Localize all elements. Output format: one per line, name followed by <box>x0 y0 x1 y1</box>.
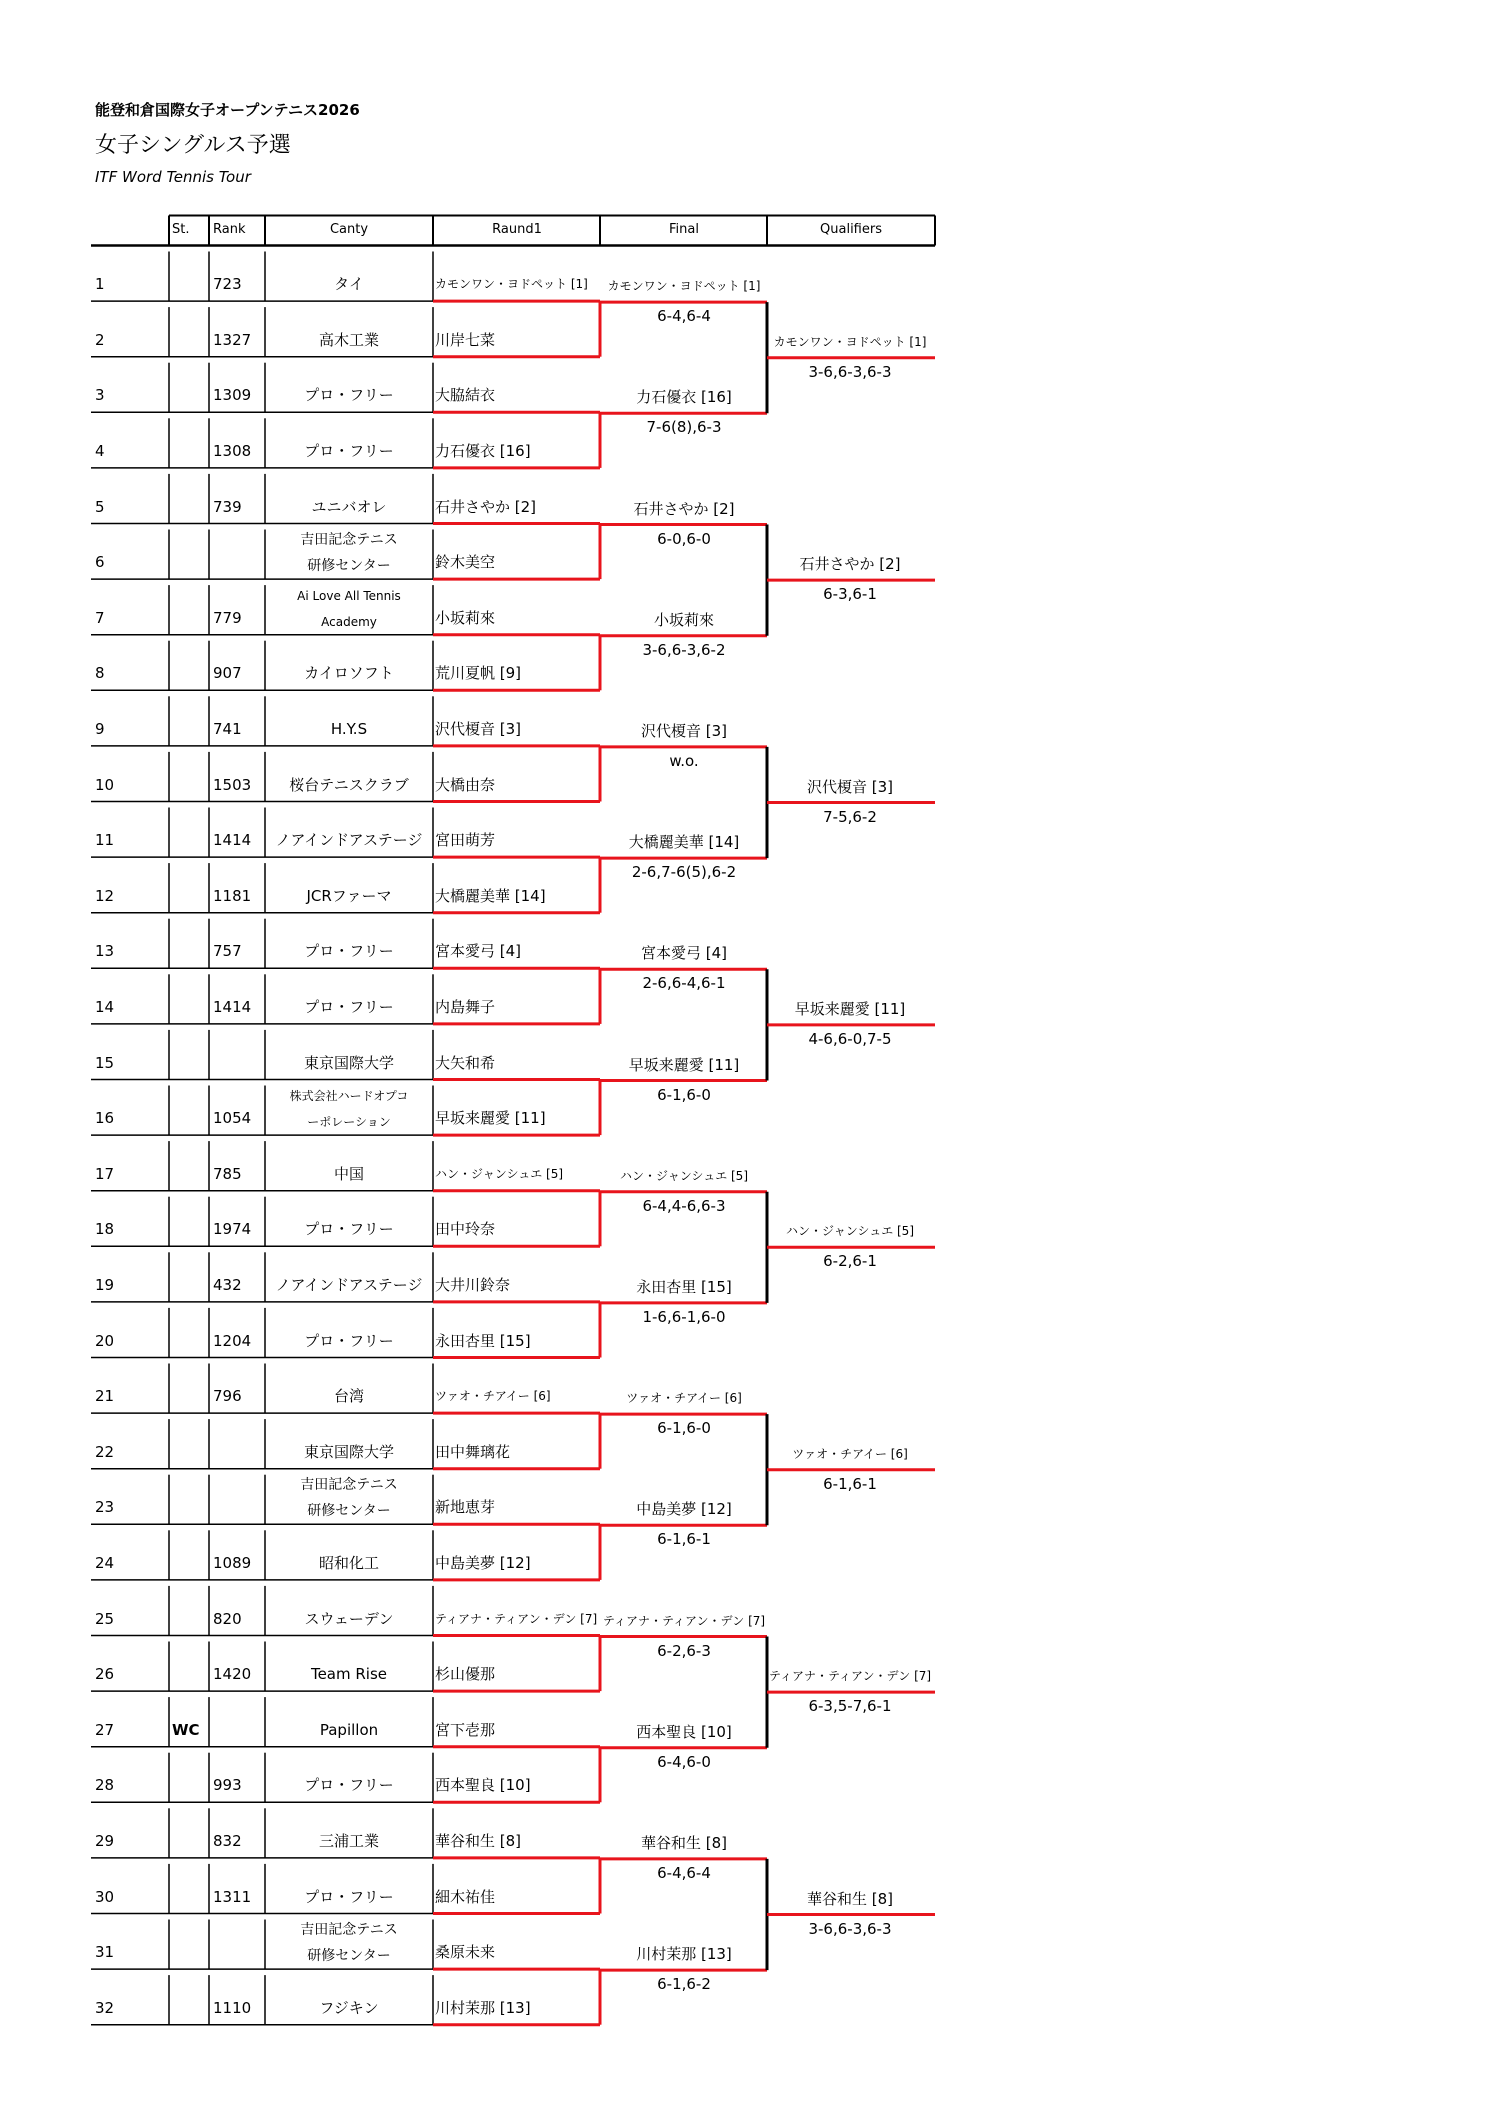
draw-number: 13 <box>95 942 115 961</box>
final-score: 1-6,6-1,6-0 <box>642 1307 726 1326</box>
player-rank: 432 <box>213 1275 242 1294</box>
player-name: 内島舞子 <box>435 997 496 1016</box>
draw-number: 32 <box>95 1998 115 2017</box>
player-rank: 1974 <box>213 1220 252 1239</box>
player-rank: 1089 <box>213 1553 252 1572</box>
player-name: 大矢和希 <box>435 1053 496 1072</box>
player-rank: 1311 <box>213 1887 252 1906</box>
final-score: 7-6(8),6-3 <box>646 418 722 437</box>
player-name: 華谷和生 [8] <box>435 1831 522 1850</box>
player-club: 株式会社ハードオプコ ーポレーション <box>289 1089 409 1130</box>
draw-number: 14 <box>95 997 115 1016</box>
qualifier-name: 沢代榎音 [3] <box>806 777 894 796</box>
final-winner-name: ティアナ・ティアン・デン [7] <box>602 1613 766 1628</box>
player-rank: 1181 <box>213 886 252 905</box>
player-club: 高木工業 <box>318 330 379 349</box>
qualifier-score: 6-1,6-1 <box>823 1474 877 1493</box>
player-club: プロ・フリー <box>304 1887 394 1906</box>
final-winner-name: 大橋麗美華 [14] <box>628 833 740 852</box>
qualifier-score: 7-5,6-2 <box>823 807 877 826</box>
draw-number: 6 <box>95 553 105 572</box>
qualifier-score: 6-3,5-7,6-1 <box>808 1697 892 1716</box>
player-rank: 820 <box>213 1609 242 1628</box>
player-club: ユニバオレ <box>311 497 387 516</box>
draw-number: 26 <box>95 1665 115 1684</box>
player-rank: 779 <box>213 608 242 627</box>
player-name: 細木祐佳 <box>435 1887 496 1906</box>
player-club: 三浦工業 <box>318 1831 379 1850</box>
player-club: プロ・フリー <box>304 1776 394 1795</box>
player-rank: 832 <box>213 1831 242 1850</box>
draw-number: 3 <box>95 386 105 405</box>
player-rank: 993 <box>213 1776 242 1795</box>
final-score: w.o. <box>669 751 699 770</box>
player-club: フジキン <box>319 1998 379 2017</box>
col-header-round1: Raund1 <box>492 222 542 237</box>
draw-number: 28 <box>95 1776 115 1795</box>
player-rank: 907 <box>213 664 242 683</box>
final-score: 6-4,6-4 <box>657 307 711 326</box>
draw-number: 18 <box>95 1220 115 1239</box>
final-winner-name: 力石優衣 [16] <box>636 388 732 407</box>
player-club: プロ・フリー <box>304 1220 394 1239</box>
final-score: 6-1,6-2 <box>657 1975 711 1994</box>
draw-title: 女子シングルス予選 <box>95 133 291 158</box>
final-winner-name: 西本聖良 [10] <box>636 1722 732 1741</box>
draw-number: 24 <box>95 1553 115 1572</box>
qualifier-name: 華谷和生 [8] <box>806 1889 894 1908</box>
player-rank: 723 <box>213 275 242 294</box>
player-club: スウェーデン <box>304 1609 394 1628</box>
player-name: 田中舞璃花 <box>435 1442 511 1461</box>
final-score: 6-1,6-0 <box>657 1419 711 1438</box>
player-rank: 1204 <box>213 1331 252 1350</box>
player-club: プロ・フリー <box>304 441 394 460</box>
draw-number: 16 <box>95 1109 115 1128</box>
player-club: 台湾 <box>333 1387 364 1406</box>
final-winner-name: 永田杏里 [15] <box>636 1277 732 1296</box>
draw-number: 8 <box>95 664 105 683</box>
draw-number: 9 <box>95 719 105 738</box>
player-name: 永田杏里 [15] <box>435 1331 531 1350</box>
final-winner-name: 石井さやか [2] <box>633 499 735 518</box>
final-score: 2-6,7-6(5),6-2 <box>631 863 737 882</box>
player-name: 川岸七菜 <box>435 330 496 349</box>
player-rank: 757 <box>213 942 242 961</box>
draw-number: 12 <box>95 886 115 905</box>
qualifier-score: 6-3,6-1 <box>823 585 877 604</box>
draw-number: 5 <box>95 497 105 516</box>
qualifier-name: 早坂来麗愛 [11] <box>794 999 906 1018</box>
player-name: 宮田萌芳 <box>435 831 496 850</box>
final-winner-name: ツァオ・チアイー [6] <box>626 1391 742 1406</box>
player-name: ハン・ジャンシュエ [5] <box>435 1166 564 1181</box>
player-name: 田中玲奈 <box>435 1220 496 1239</box>
player-rank: 1308 <box>213 441 252 460</box>
player-rank: 1420 <box>213 1665 252 1684</box>
player-club: プロ・フリー <box>304 997 394 1016</box>
qualifier-score: 4-6,6-0,7-5 <box>808 1029 892 1048</box>
player-name: 大橋麗美華 [14] <box>435 886 546 905</box>
player-club: Ai Love All Tennis Academy <box>297 588 401 629</box>
player-name: 石井さやか [2] <box>435 497 537 516</box>
player-club: 中国 <box>333 1164 364 1183</box>
player-club: プロ・フリー <box>304 386 394 405</box>
player-name: 沢代榎音 [3] <box>435 719 522 738</box>
draw-number: 29 <box>95 1831 115 1850</box>
draw-number: 27 <box>95 1720 115 1739</box>
draw-number: 23 <box>95 1498 115 1517</box>
final-score: 6-4,6-4 <box>657 1863 711 1882</box>
col-header-rank: Rank <box>213 222 246 237</box>
qualifier-name: ハン・ジャンシュエ [5] <box>785 1224 915 1239</box>
player-club: H.Y.S <box>330 719 368 738</box>
player-rank: 1414 <box>213 831 252 850</box>
player-name: 大橋由奈 <box>435 775 496 794</box>
final-score: 2-6,6-4,6-1 <box>642 974 726 993</box>
player-name: 新地恵芽 <box>435 1498 496 1517</box>
player-name: 桑原未来 <box>435 1943 496 1962</box>
player-rank: 739 <box>213 497 242 516</box>
draw-number: 22 <box>95 1442 115 1461</box>
draw-number: 10 <box>95 775 115 794</box>
draw-number: 15 <box>95 1053 115 1072</box>
player-name: 鈴木美空 <box>435 553 496 572</box>
final-winner-name: 宮本愛弓 [4] <box>640 944 728 963</box>
player-name: 早坂来麗愛 [11] <box>435 1109 546 1128</box>
player-club: Team Rise <box>310 1665 388 1684</box>
draw-number: 1 <box>95 275 105 294</box>
player-club: プロ・フリー <box>304 942 394 961</box>
final-score: 6-1,6-1 <box>657 1530 711 1549</box>
draw-number: 30 <box>95 1887 115 1906</box>
final-winner-name: 華谷和生 [8] <box>640 1833 728 1852</box>
player-name: 宮本愛弓 [4] <box>435 942 522 961</box>
player-name: 小坂莉來 <box>435 608 496 627</box>
col-header-club: Canty <box>329 222 369 237</box>
player-club: 吉田記念テニス 研修センター <box>300 532 398 575</box>
player-club: カイロソフト <box>304 664 394 683</box>
player-club: 昭和化工 <box>318 1553 379 1572</box>
player-name: 中島美夢 [12] <box>435 1553 531 1572</box>
col-header-final: Final <box>669 222 699 237</box>
player-name: ティアナ・ティアン・デン [7] <box>435 1611 598 1626</box>
final-winner-name: 小坂莉來 <box>653 610 714 629</box>
final-score: 6-1,6-0 <box>657 1085 711 1104</box>
player-name: 力石優衣 [16] <box>435 441 531 460</box>
player-rank: 741 <box>213 719 242 738</box>
status-code: WC <box>172 1720 200 1739</box>
player-name: ツァオ・チアイー [6] <box>435 1389 551 1404</box>
final-winner-name: 沢代榎音 [3] <box>640 721 728 740</box>
player-rank: 796 <box>213 1387 242 1406</box>
draw-number: 17 <box>95 1164 115 1183</box>
player-club: Papillon <box>319 1720 379 1739</box>
player-name: 杉山優那 <box>435 1665 496 1684</box>
qualifier-score: 3-6,6-3,6-3 <box>808 362 892 381</box>
player-name: 大脇結衣 <box>435 386 496 405</box>
final-score: 6-2,6-3 <box>657 1641 711 1660</box>
col-header-qualifiers: Qualifiers <box>820 222 882 237</box>
draw-number: 11 <box>95 831 115 850</box>
player-rank: 1309 <box>213 386 252 405</box>
player-club: 東京国際大学 <box>303 1442 394 1461</box>
final-score: 6-4,4-6,6-3 <box>642 1196 726 1215</box>
player-name: 川村茉那 [13] <box>435 1998 531 2017</box>
qualifier-score: 6-2,6-1 <box>823 1252 877 1271</box>
final-winner-name: 早坂来麗愛 [11] <box>628 1055 740 1074</box>
final-winner-name: カモンワン・ヨドペット [1] <box>607 279 761 294</box>
player-club: プロ・フリー <box>304 1331 394 1350</box>
event-title: 能登和倉国際女子オープンテニス2026 <box>95 101 360 119</box>
final-score: 6-0,6-0 <box>657 529 711 548</box>
draw-number: 19 <box>95 1275 115 1294</box>
player-name: 荒川夏帆 [9] <box>435 664 522 683</box>
player-club: 吉田記念テニス 研修センター <box>300 1477 398 1520</box>
player-name: カモンワン・ヨドペット [1] <box>435 277 588 292</box>
final-winner-name: 中島美夢 [12] <box>636 1500 732 1519</box>
draw-number: 21 <box>95 1387 115 1406</box>
draw-number: 31 <box>95 1943 115 1962</box>
player-club: 吉田記念テニス 研修センター <box>300 1922 398 1965</box>
player-rank: 1503 <box>213 775 252 794</box>
draw-number: 7 <box>95 608 105 627</box>
final-winner-name: 川村茉那 [13] <box>636 1945 732 1964</box>
qualifier-name: 石井さやか [2] <box>799 555 901 574</box>
player-club: 桜台テニスクラブ <box>289 775 409 794</box>
draw-number: 25 <box>95 1609 115 1628</box>
final-score: 3-6,6-3,6-2 <box>642 640 726 659</box>
col-header-st: St. <box>172 222 190 237</box>
player-club: ノアインドアステージ <box>275 1275 423 1294</box>
player-rank: 1327 <box>213 330 252 349</box>
player-club: 東京国際大学 <box>303 1053 394 1072</box>
qualifier-score: 3-6,6-3,6-3 <box>808 1919 892 1938</box>
player-rank: 1054 <box>213 1109 252 1128</box>
player-name: 宮下壱那 <box>435 1720 496 1739</box>
player-rank: 1110 <box>213 1998 252 2017</box>
tour-name: ITF Word Tennis Tour <box>95 168 251 186</box>
player-name: 大井川鈴奈 <box>435 1275 511 1294</box>
player-name: 西本聖良 [10] <box>435 1776 531 1795</box>
draw-number: 4 <box>95 441 105 460</box>
draw-number: 2 <box>95 330 105 349</box>
player-club: ノアインドアステージ <box>275 831 423 850</box>
player-club: タイ <box>334 275 364 294</box>
draw-number: 20 <box>95 1331 115 1350</box>
qualifier-name: ツァオ・チアイー [6] <box>792 1446 908 1461</box>
qualifier-name: ティアナ・ティアン・デン [7] <box>768 1669 932 1684</box>
player-rank: 1414 <box>213 997 252 1016</box>
qualifier-name: カモンワン・ヨドペット [1] <box>773 334 927 349</box>
final-winner-name: ハン・ジャンシュエ [5] <box>619 1168 749 1183</box>
player-rank: 785 <box>213 1164 242 1183</box>
player-club: JCRファーマ <box>306 886 392 905</box>
final-score: 6-4,6-0 <box>657 1752 711 1771</box>
